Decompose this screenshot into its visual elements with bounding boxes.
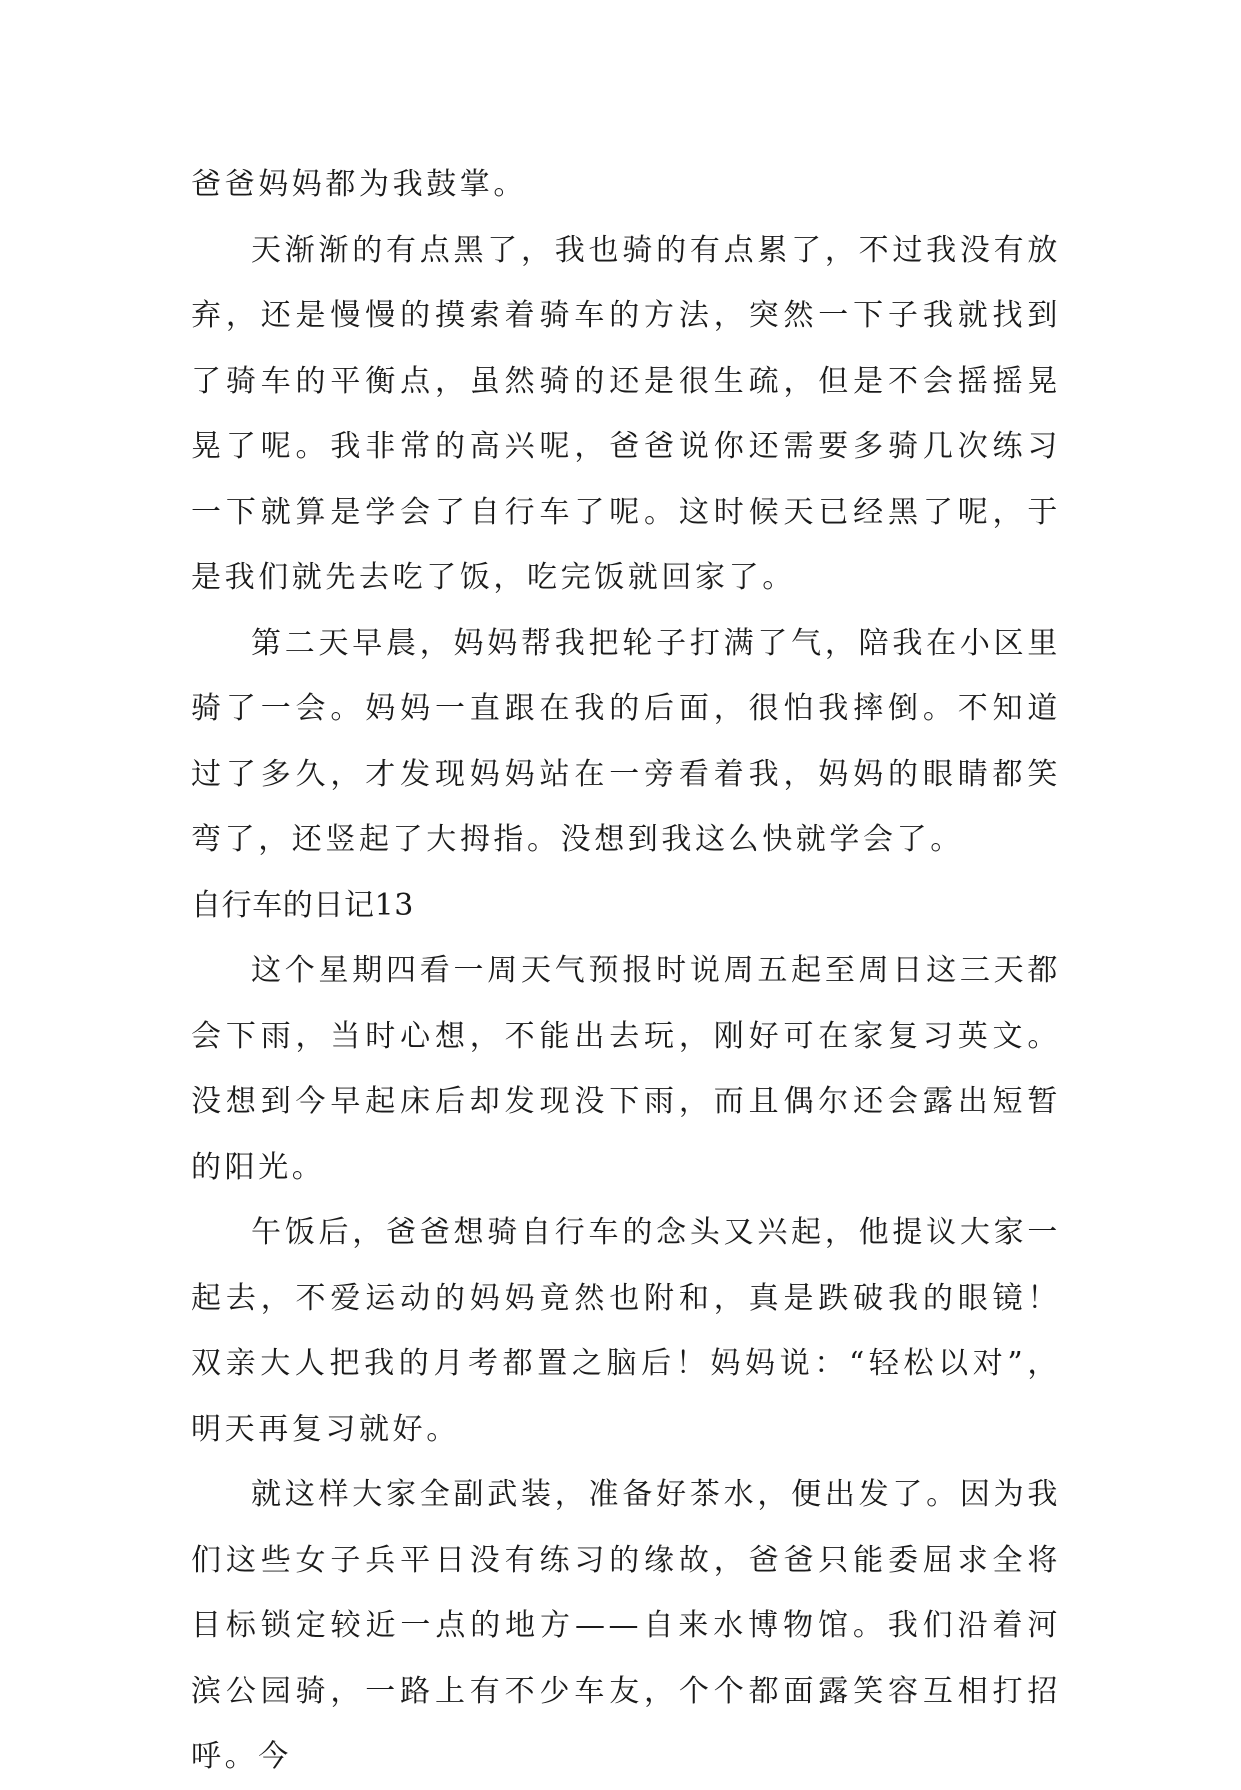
paragraph: 天渐渐的有点黑了，我也骑的有点累了，不过我没有放弃，还是慢慢的摸索着骑车的方法，突然一下子我就找到了骑车的平衡点，虽然骑的还是很生疏，但是不会摇摇晃晃了呢。我非常的高兴呢，爸爸说你还需要多骑几次练习一下就算是学会了自行车了呢。这时候天已经黑了呢，于是我们就先去吃了饭，吃完饭就回家了。	[191, 232, 1061, 595]
paragraph: 午饭后，爸爸想骑自行车的念头又兴起，他提议大家一起去，不爱运动的妈妈竟然也附和，真是跌破我的眼镜！双亲大人把我的月考都置之脑后！妈妈说：“轻松以对”，明天再复习就好。	[191, 1215, 1061, 1447]
paragraph-continuation: 爸爸妈妈都为我鼓掌。	[191, 167, 527, 202]
paragraph: 第二天早晨，妈妈帮我把轮子打满了气，陪我在小区里骑了一会。妈妈一直跟在我的后面，很怕我摔倒。不知道过了多久，才发现妈妈站在一旁看着我，妈妈的眼睛都笑弯了，还竖起了大拇指。没想到我这么快就学会了。	[191, 625, 1061, 857]
section-heading: 自行车的日记13	[191, 887, 414, 923]
document-body	[191, 152, 1061, 1790]
paragraph: 这个星期四看一周天气预报时说周五起至周日这三天都会下雨，当时心想，不能出去玩，刚好可在家复习英文。没想到今早起床后却发现没下雨，而且偶尔还会露出短暂的阳光。	[191, 953, 1061, 1185]
paragraph: 就这样大家全副武装，准备好茶水，便出发了。因为我们这些女子兵平日没有练习的缘故，爸爸只能委屈求全将目标锁定较近一点的地方——自来水博物馆。我们沿着河滨公园骑，一路上有不少车友，个个都面露笑容互相打招呼。今	[191, 1477, 1061, 1774]
